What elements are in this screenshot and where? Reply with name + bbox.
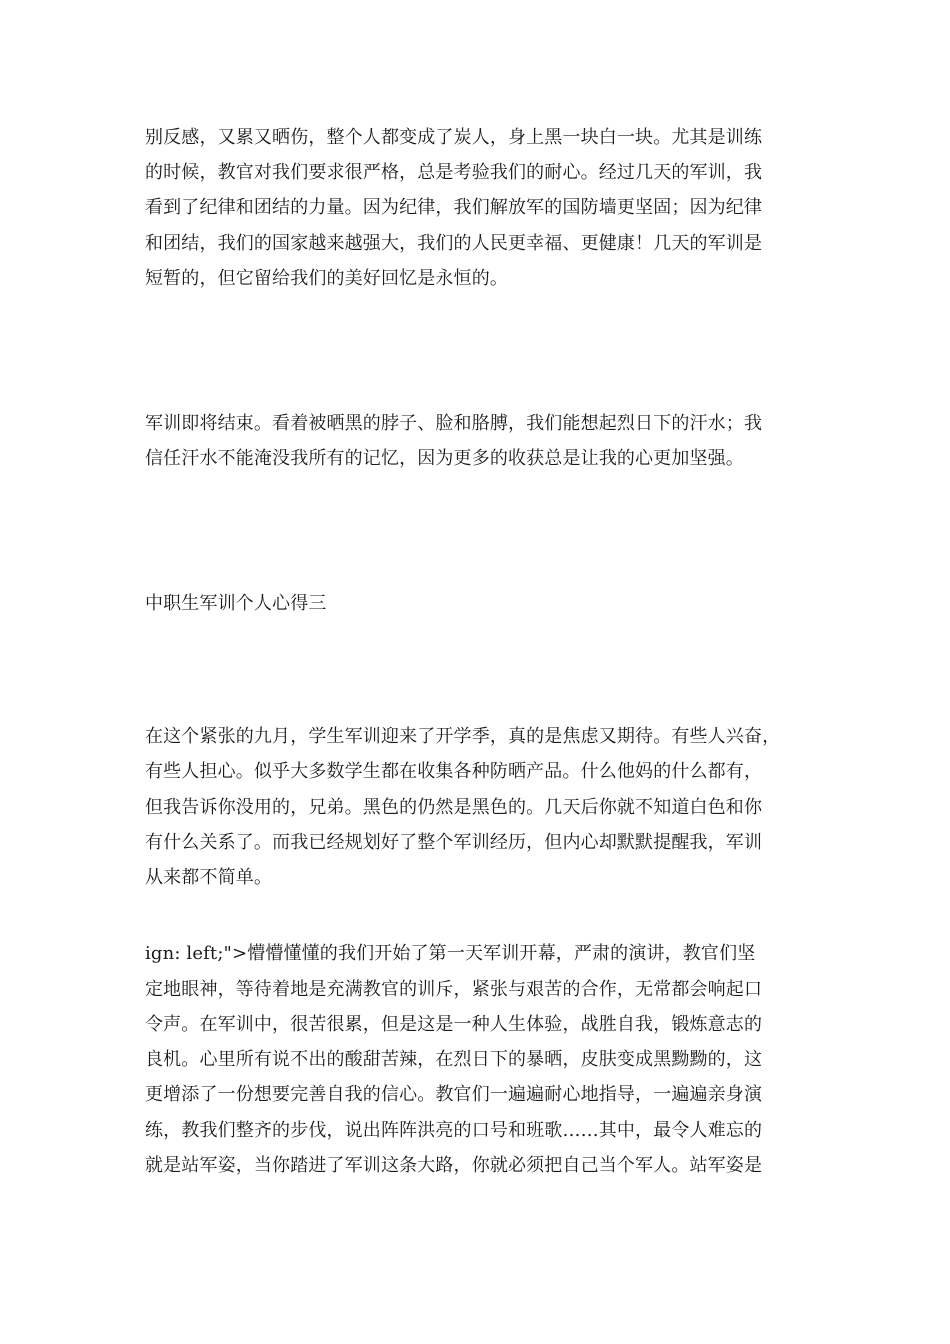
text-line: 军训即将结束。看着被晒黑的脖子、脸和胳膊，我们能想起烈日下的汗水；我 [145,413,763,434]
text-line: ign: left;">懵懵懂懂的我们开始了第一天军训开幕，严肃的演讲，教官们坚 [145,943,756,964]
text-line: 从来都不简单。 [145,867,273,888]
text-line: 短暂的，但它留给我们的美好回忆是永恒的。 [145,268,508,289]
text-line: 良机。心里所有说不出的酸甜苦辣，在烈日下的暴晒，皮肤变成黑黝黝的，这 [145,1049,763,1070]
text-line: 定地眼神，等待着地是充满教官的训斥，紧张与艰苦的合作，无常都会响起口 [145,979,763,1000]
text-line: 更增添了一份想要完善自我的信心。教官们一遍遍耐心地指导，一遍遍亲身演 [145,1084,763,1105]
text-line: 练，教我们整齐的步伐，说出阵阵洪亮的口号和班歌……其中，最令人难忘的 [145,1120,763,1141]
text-line: 的时候，教官对我们要求很严格，总是考验我们的耐心。经过几天的军训，我 [145,162,763,183]
text-line: 但我告诉你没用的，兄弟。黑色的仍然是黑色的。几天后你就不知道白色和你 [145,797,763,818]
text-line: 在这个紧张的九月，学生军训迎来了开学季，真的是焦虑又期待。有些人兴奋， [145,726,781,747]
text-line: 令声。在军训中，很苦很累，但是这是一种人生体验，战胜自我，锻炼意志的 [145,1014,763,1035]
text-line: 信任汗水不能淹没我所有的记忆，因为更多的收获总是让我的心更加坚强。 [145,448,744,469]
text-line: 有什么关系了。而我已经规划好了整个军训经历，但内心却默默提醒我，军训 [145,832,763,853]
text-line: 就是站军姿，当你踏进了军训这条大路，你就必须把自己当个军人。站军姿是 [145,1155,763,1176]
text-line: 有些人担心。似乎大多数学生都在收集各种防晒产品。什么他妈的什么都有， [145,761,763,782]
text-line: 和团结，我们的国家越来越强大，我们的人民更幸福、更健康！几天的军训是 [145,233,763,254]
text-line: 别反感，又累又晒伤，整个人都变成了炭人，身上黑一块白一块。尤其是训练 [145,127,763,148]
text-line: 看到了纪律和团结的力量。因为纪律，我们解放军的国防墙更坚固；因为纪律 [145,197,763,218]
section-heading: 中职生军训个人心得三 [145,593,327,614]
